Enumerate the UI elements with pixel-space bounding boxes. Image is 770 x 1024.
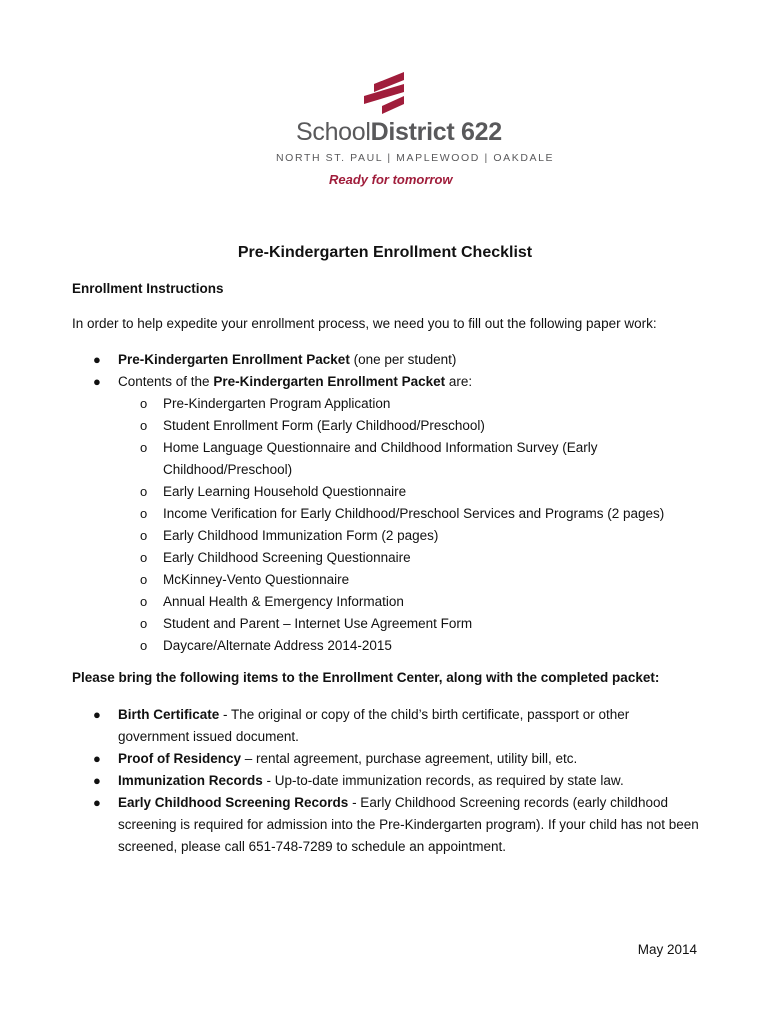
circle-bullet-icon: o bbox=[140, 396, 148, 411]
section-title: Enrollment Instructions bbox=[72, 281, 224, 296]
sub-list-item: o Income Verification for Early Childhood/Preschool Services and Programs (2 pages) bbox=[72, 503, 702, 525]
sub-list-item: o McKinney-Vento Questionnaire bbox=[72, 569, 702, 591]
bullet-icon: ● bbox=[93, 707, 101, 722]
sub-list-item: o Daycare/Alternate Address 2014-2015 bbox=[72, 635, 702, 657]
circle-bullet-icon: o bbox=[140, 572, 148, 587]
circle-bullet-icon: o bbox=[140, 418, 148, 433]
circle-bullet-icon: o bbox=[140, 638, 148, 653]
document-date: May 2014 bbox=[637, 942, 697, 957]
bullet-icon: ● bbox=[93, 773, 101, 788]
circle-bullet-icon: o bbox=[140, 528, 148, 543]
page-title: Pre-Kindergarten Enrollment Checklist bbox=[237, 244, 533, 261]
sub-list-item: o Early Childhood Screening Questionnaire bbox=[72, 547, 702, 569]
district-towns: NORTH ST. PAUL | MAPLEWOOD | OAKDALE bbox=[276, 152, 555, 164]
list-item: ● Proof of Residency – rental agreement, purchase agreement, utility bill, etc. bbox=[72, 748, 702, 770]
sub-list-item: o Early Learning Household Questionnaire bbox=[72, 481, 702, 503]
sub-list-item: o Home Language Questionnaire and Childhood Information Survey (Early Childhood/Preschool) bbox=[72, 437, 702, 481]
list-item: ● Birth Certificate - The original or copy of the child’s birth certificate, passport or other government issued document. bbox=[72, 704, 702, 748]
bullet-icon: ● bbox=[93, 352, 101, 367]
circle-bullet-icon: o bbox=[140, 616, 148, 631]
list-item: ● Early Childhood Screening Records - Early Childhood Screening records (early childhood screening is required for admission into the Pre-Kindergarten program). If your child has not been screened, please call 651-748-7289 to schedule an appointment. bbox=[72, 792, 702, 858]
bring-heading: Please bring the following items to the Enrollment Center, along with the completed packet: bbox=[72, 670, 660, 685]
sub-list-item: o Early Childhood Immunization Form (2 pages) bbox=[72, 525, 702, 547]
circle-bullet-icon: o bbox=[140, 440, 148, 455]
sub-list-item: o Pre-Kindergarten Program Application bbox=[72, 393, 702, 415]
packet-list bbox=[72, 349, 702, 657]
sub-list-item: o Student Enrollment Form (Early Childhood/Preschool) bbox=[72, 415, 702, 437]
list-item: ● Pre-Kindergarten Enrollment Packet (one per student) bbox=[72, 349, 702, 371]
sub-list-item: o Annual Health & Emergency Information bbox=[72, 591, 702, 613]
bullet-icon: ● bbox=[93, 751, 101, 766]
district-name: SchoolDistrict 622 bbox=[296, 118, 502, 146]
bring-list bbox=[72, 704, 702, 858]
circle-bullet-icon: o bbox=[140, 484, 148, 499]
list-item: ● Contents of the Pre-Kindergarten Enrollment Packet are: bbox=[72, 371, 702, 393]
sub-list-item: o Student and Parent – Internet Use Agreement Form bbox=[72, 613, 702, 635]
list-item: ● Immunization Records - Up-to-date immunization records, as required by state law. bbox=[72, 770, 702, 792]
bullet-icon: ● bbox=[93, 374, 101, 389]
bullet-icon: ● bbox=[93, 795, 101, 810]
circle-bullet-icon: o bbox=[140, 506, 148, 521]
flag-logo-icon bbox=[360, 70, 420, 120]
intro-text: In order to help expedite your enrollment process, we need you to fill out the following paper work: bbox=[72, 316, 657, 331]
circle-bullet-icon: o bbox=[140, 594, 148, 609]
district-tagline: Ready for tomorrow bbox=[329, 172, 453, 187]
circle-bullet-icon: o bbox=[140, 550, 148, 565]
